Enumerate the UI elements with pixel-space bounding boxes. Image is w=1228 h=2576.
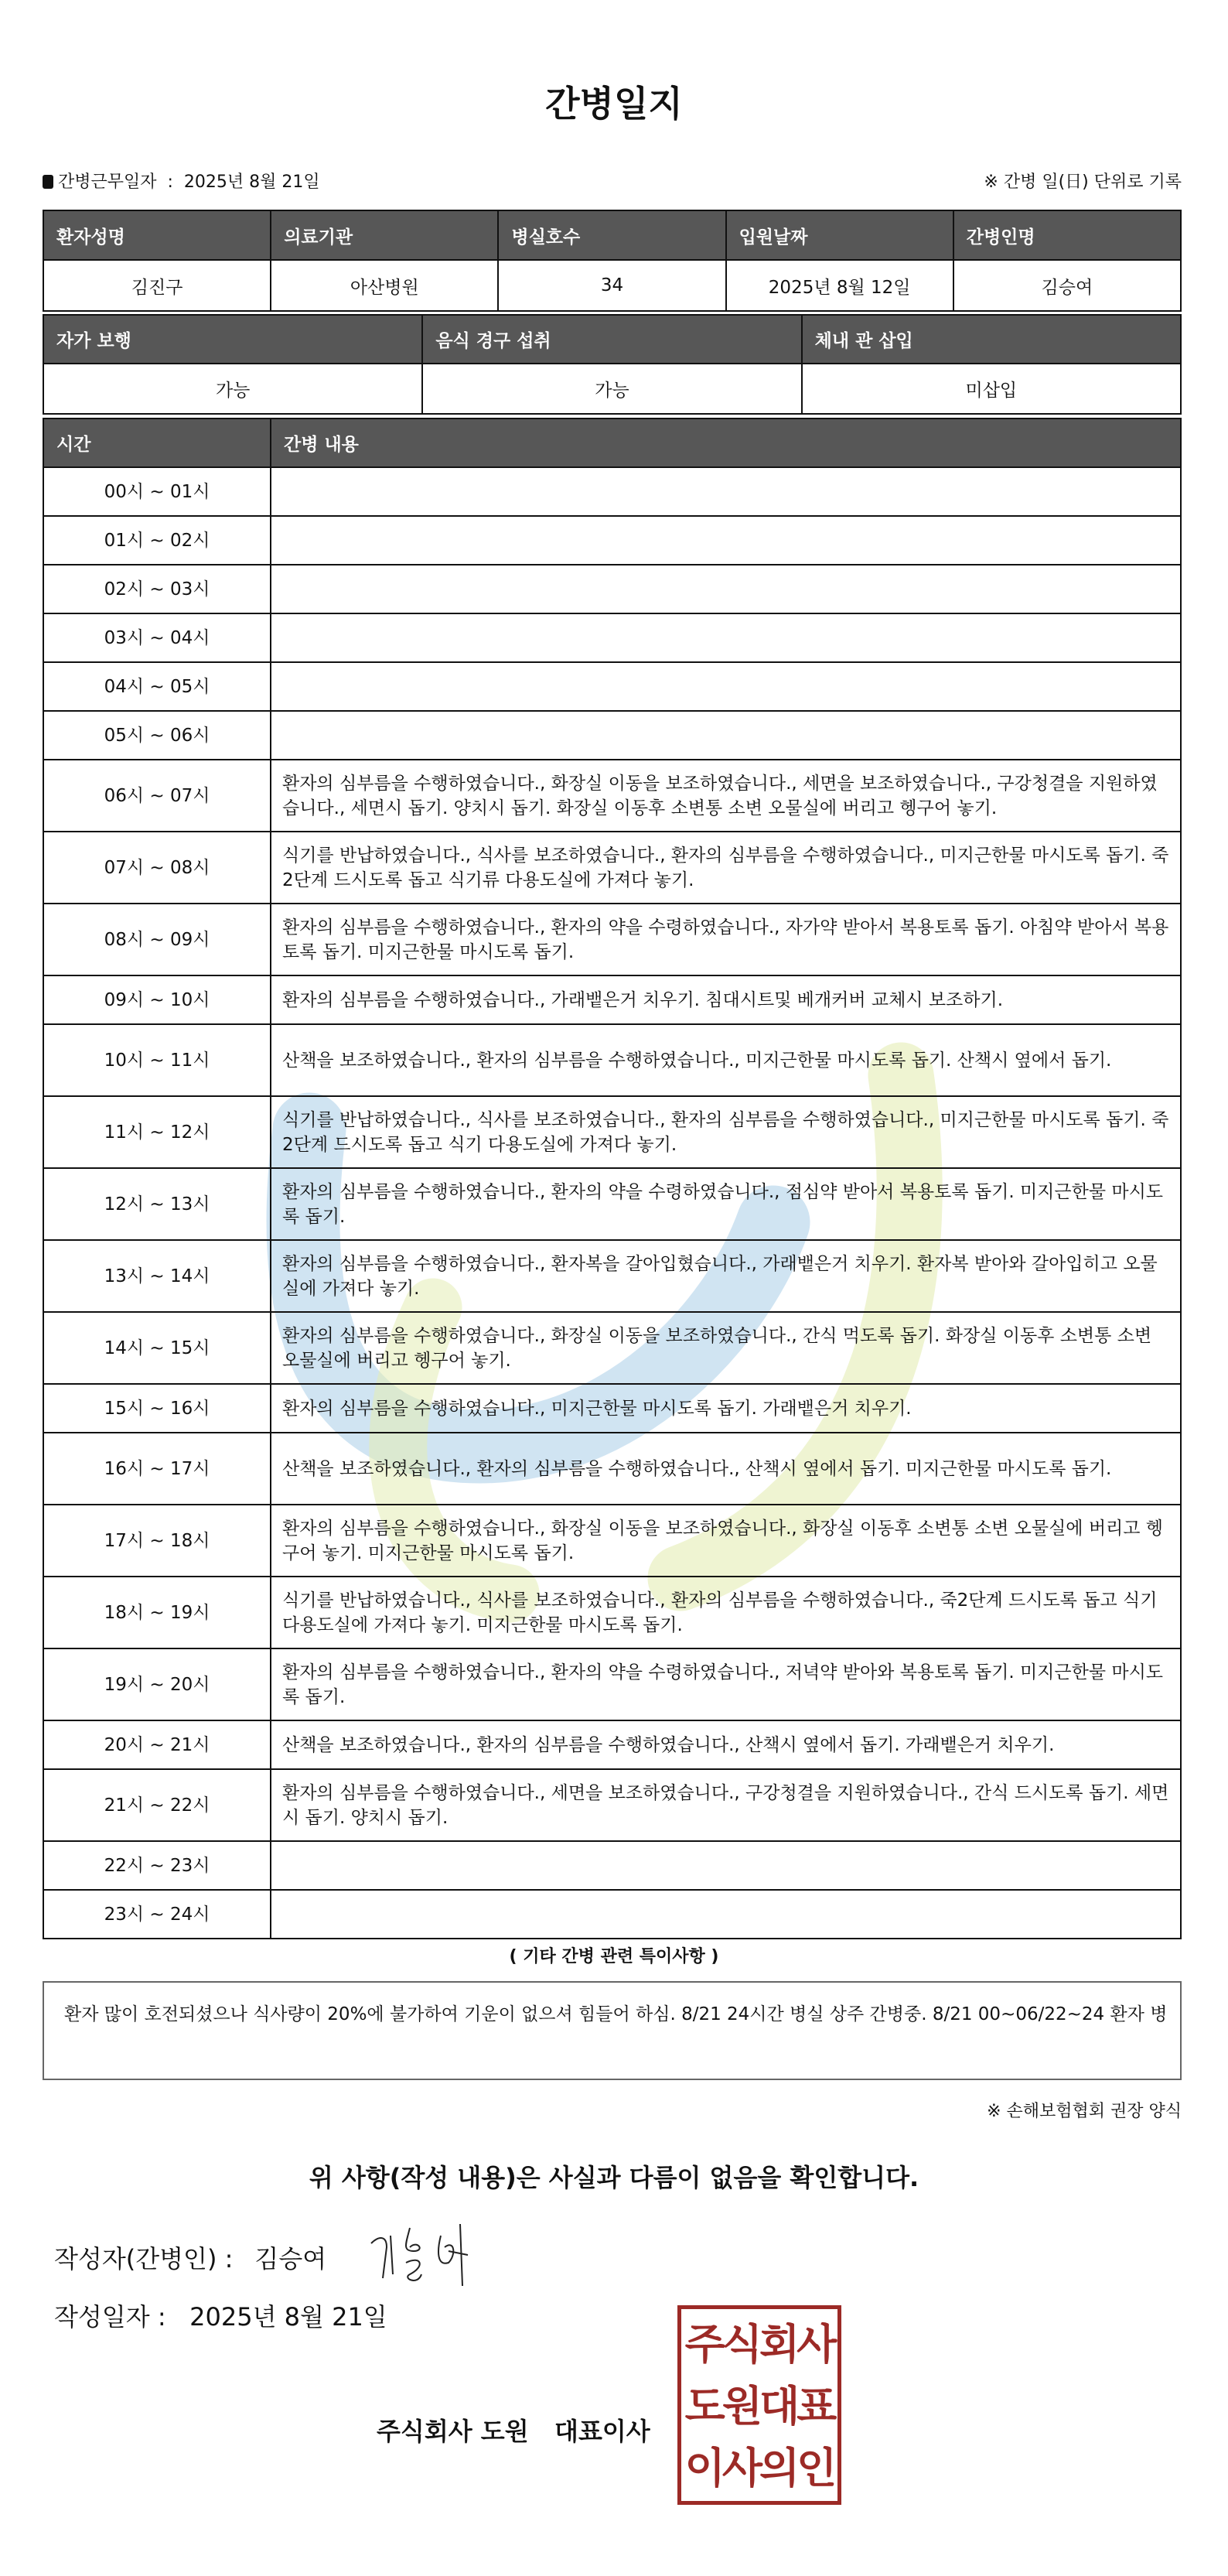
writer-line [54, 2239, 348, 2275]
log-row [43, 565, 1181, 613]
log-row [43, 1168, 1181, 1240]
log-content [271, 1841, 1181, 1890]
log-content: 환자의 심부름을 수행하였습니다., 화장실 이동을 보조하였습니다., 세면을 보조하였습니다., 구강청결을 지원하였습니다., 세면시 돕기. 양치시 돕기. 화장실 이동후 소변통 소변 오물실에 버리고 헹구어 놓기. [271, 760, 1181, 832]
log-time: 22시 ~ 23시 [43, 1841, 271, 1890]
notes-text: 환자 많이 호전되셨으나 식사량이 20%에 불가하여 기운이 없으셔 힘들어 하심. 8/21 24시간 병실 상주 간병중. 8/21 00~06/22~24 환자 병 [64, 2004, 1168, 2024]
log-row [43, 1505, 1181, 1577]
work-date-value: 2025년 8월 21일 [183, 173, 320, 192]
work-date [43, 169, 320, 193]
log-row [43, 1240, 1181, 1312]
log-time: 14시 ~ 15시 [43, 1312, 271, 1384]
log-row [43, 1384, 1181, 1433]
page-title: 간병일지 [545, 83, 683, 125]
log-content: 환자의 심부름을 수행하였습니다., 화장실 이동을 보조하였습니다., 간식 먹도록 돕기. 화장실 이동후 소변통 소변 오물실에 버리고 헹구어 놓기. [271, 1312, 1181, 1384]
log-row [43, 1720, 1181, 1769]
log-time: 17시 ~ 18시 [43, 1505, 271, 1577]
walking-status: 가능 [43, 364, 422, 414]
oral-intake-status: 가능 [422, 364, 801, 414]
write-date-value: 2025년 8월 21일 [189, 2302, 387, 2332]
header-walking: 자가 보행 [43, 315, 422, 364]
patient-status-table [43, 314, 1182, 415]
company-seal-stamp: 주식회사도원대표이사의인 [677, 2305, 841, 2505]
log-time: 13시 ~ 14시 [43, 1240, 271, 1312]
log-row [43, 904, 1181, 975]
log-row [43, 1312, 1181, 1384]
writer-name: 김승여 [254, 2244, 327, 2274]
confirmation-statement: 위 사항(작성 내용)은 사실과 다름이 없음을 확인합니다. [309, 2163, 919, 2192]
log-time: 01시 ~ 02시 [43, 516, 271, 565]
log-row [43, 1769, 1181, 1841]
log-content [271, 613, 1181, 662]
log-content [271, 467, 1181, 516]
log-row [43, 975, 1181, 1024]
info-line [43, 169, 1182, 193]
log-time: 18시 ~ 19시 [43, 1577, 271, 1648]
log-content: 환자의 심부름을 수행하였습니다., 환자의 약을 수령하였습니다., 저녁약 받아와 복용토록 돕기. 미지근한물 마시도록 돕기. [271, 1648, 1181, 1720]
log-time: 10시 ~ 11시 [43, 1024, 271, 1096]
header-tube: 체내 관 삽입 [802, 315, 1181, 364]
room-number: 34 [498, 260, 725, 311]
hospital: 아산병원 [271, 260, 498, 311]
log-time: 00시 ~ 01시 [43, 467, 271, 516]
log-content: 환자의 심부름을 수행하였습니다., 미지근한물 마시도록 돕기. 가래뱉은거 치우기. [271, 1384, 1181, 1433]
log-time: 03시 ~ 04시 [43, 613, 271, 662]
log-content: 환자의 심부름을 수행하였습니다., 가래뱉은거 치우기. 침대시트및 베개커버 교체시 보조하기. [271, 975, 1181, 1024]
log-content: 환자의 심부름을 수행하였습니다., 환자의 약을 수령하였습니다., 점심약 받아서 복용토록 돕기. 미지근한물 마시도록 돕기. [271, 1168, 1181, 1240]
square-bullet-icon [43, 175, 53, 189]
patient-info-table [43, 210, 1182, 312]
writer-label: 작성자(간병인) : [54, 2244, 234, 2274]
log-row [43, 467, 1181, 516]
log-row [43, 1648, 1181, 1720]
log-row [43, 711, 1181, 760]
header-time: 시간 [43, 419, 271, 467]
log-content: 식기를 반납하였습니다., 식사를 보조하였습니다., 환자의 심부름을 수행하였습니다., 죽2단계 드시도록 돕고 식기 다용도실에 가져다 놓기. 미지근한물 마시도록 돕기. [271, 1577, 1181, 1648]
log-time: 08시 ~ 09시 [43, 904, 271, 975]
log-content: 산책을 보조하였습니다., 환자의 심부름을 수행하였습니다., 산책시 옆에서 돕기. 미지근한물 마시도록 돕기. [271, 1433, 1181, 1505]
log-content [271, 516, 1181, 565]
log-content [271, 662, 1181, 711]
log-content [271, 565, 1181, 613]
log-row [43, 1577, 1181, 1648]
care-log-table [43, 418, 1182, 1939]
signature [363, 2220, 495, 2290]
header-hospital: 의료기관 [271, 210, 498, 260]
header-oral-intake: 음식 경구 섭취 [422, 315, 801, 364]
log-time: 02시 ~ 03시 [43, 565, 271, 613]
work-date-label: 간병근무일자 [58, 173, 157, 192]
header-caregiver: 간병인명 [953, 210, 1181, 260]
notes-heading: ( 기타 간병 관련 특이사항 ) [509, 1947, 719, 1966]
log-content: 환자의 심부름을 수행하였습니다., 세면을 보조하였습니다., 구강청결을 지원하였습니다., 간식 드시도록 돕기. 세면시 돕기. 양치시 돕기. [271, 1769, 1181, 1841]
log-time: 23시 ~ 24시 [43, 1890, 271, 1939]
log-time: 09시 ~ 10시 [43, 975, 271, 1024]
log-time: 16시 ~ 17시 [43, 1433, 271, 1505]
log-content: 환자의 심부름을 수행하였습니다., 화장실 이동을 보조하였습니다., 화장실 이동후 소변통 소변 오물실에 버리고 헹구어 놓기. 미지근한물 마시도록 돕기. [271, 1505, 1181, 1577]
log-row [43, 832, 1181, 904]
header-room: 병실호수 [498, 210, 725, 260]
log-time: 05시 ~ 06시 [43, 711, 271, 760]
log-row [43, 516, 1181, 565]
log-time: 19시 ~ 20시 [43, 1648, 271, 1720]
log-time: 15시 ~ 16시 [43, 1384, 271, 1433]
log-row [43, 1433, 1181, 1505]
tube-status: 미삽입 [802, 364, 1181, 414]
log-content: 환자의 심부름을 수행하였습니다., 환자복을 갈아입혔습니다., 가래뱉은거 치우기. 환자복 받아와 갈아입히고 오물실에 가져다 놓기. [271, 1240, 1181, 1312]
header-content: 간병 내용 [271, 419, 1181, 467]
admission-date: 2025년 8월 12일 [726, 260, 953, 311]
log-time: 12시 ~ 13시 [43, 1168, 271, 1240]
log-row [43, 1841, 1181, 1890]
notes-box [43, 1981, 1182, 2080]
log-content [271, 711, 1181, 760]
log-time: 06시 ~ 07시 [43, 760, 271, 832]
log-content: 산책을 보조하였습니다., 환자의 심부름을 수행하였습니다., 산책시 옆에서 돕기. 가래뱉은거 치우기. [271, 1720, 1181, 1769]
log-row [43, 1096, 1181, 1168]
write-date-line [54, 2298, 387, 2333]
log-row [43, 662, 1181, 711]
log-row [43, 613, 1181, 662]
header-patient-name: 환자성명 [43, 210, 271, 260]
log-time: 21시 ~ 22시 [43, 1769, 271, 1841]
log-content: 식기를 반납하였습니다., 식사를 보조하였습니다., 환자의 심부름을 수행하였습니다., 미지근한물 마시도록 돕기. 죽2단계 드시도록 돕고 식기 다용도실에 가져다 놓기. [271, 1096, 1181, 1168]
log-time: 07시 ~ 08시 [43, 832, 271, 904]
unit-note: ※ 간병 일(日) 단위로 기록 [984, 173, 1182, 192]
log-time: 04시 ~ 05시 [43, 662, 271, 711]
log-row [43, 760, 1181, 832]
log-content: 환자의 심부름을 수행하였습니다., 환자의 약을 수령하였습니다., 자가약 받아서 복용토록 돕기. 아침약 받아서 복용토록 돕기. 미지근한물 마시도록 돕기. [271, 904, 1181, 975]
log-content [271, 1890, 1181, 1939]
header-admission-date: 입원날짜 [726, 210, 953, 260]
patient-name: 김진구 [43, 260, 271, 311]
log-content: 산책을 보조하였습니다., 환자의 심부름을 수행하였습니다., 미지근한물 마시도록 돕기. 산책시 옆에서 돕기. [271, 1024, 1181, 1096]
log-row [43, 1890, 1181, 1939]
log-time: 11시 ~ 12시 [43, 1096, 271, 1168]
log-row [43, 1024, 1181, 1096]
write-date-label: 작성일자 : [54, 2302, 166, 2332]
caregiver-name: 김승여 [953, 260, 1181, 311]
log-time: 20시 ~ 21시 [43, 1720, 271, 1769]
log-content: 식기를 반납하였습니다., 식사를 보조하였습니다., 환자의 심부름을 수행하였습니다., 미지근한물 마시도록 돕기. 죽2단계 드시도록 돕고 식기류 다용도실에 가져다 놓기. [271, 832, 1181, 904]
form-source: ※ 손해보험협회 권장 양식 [987, 2102, 1182, 2121]
company-representative: 주식회사 도원 대표이사 [377, 2417, 650, 2446]
separator: : [156, 173, 184, 192]
